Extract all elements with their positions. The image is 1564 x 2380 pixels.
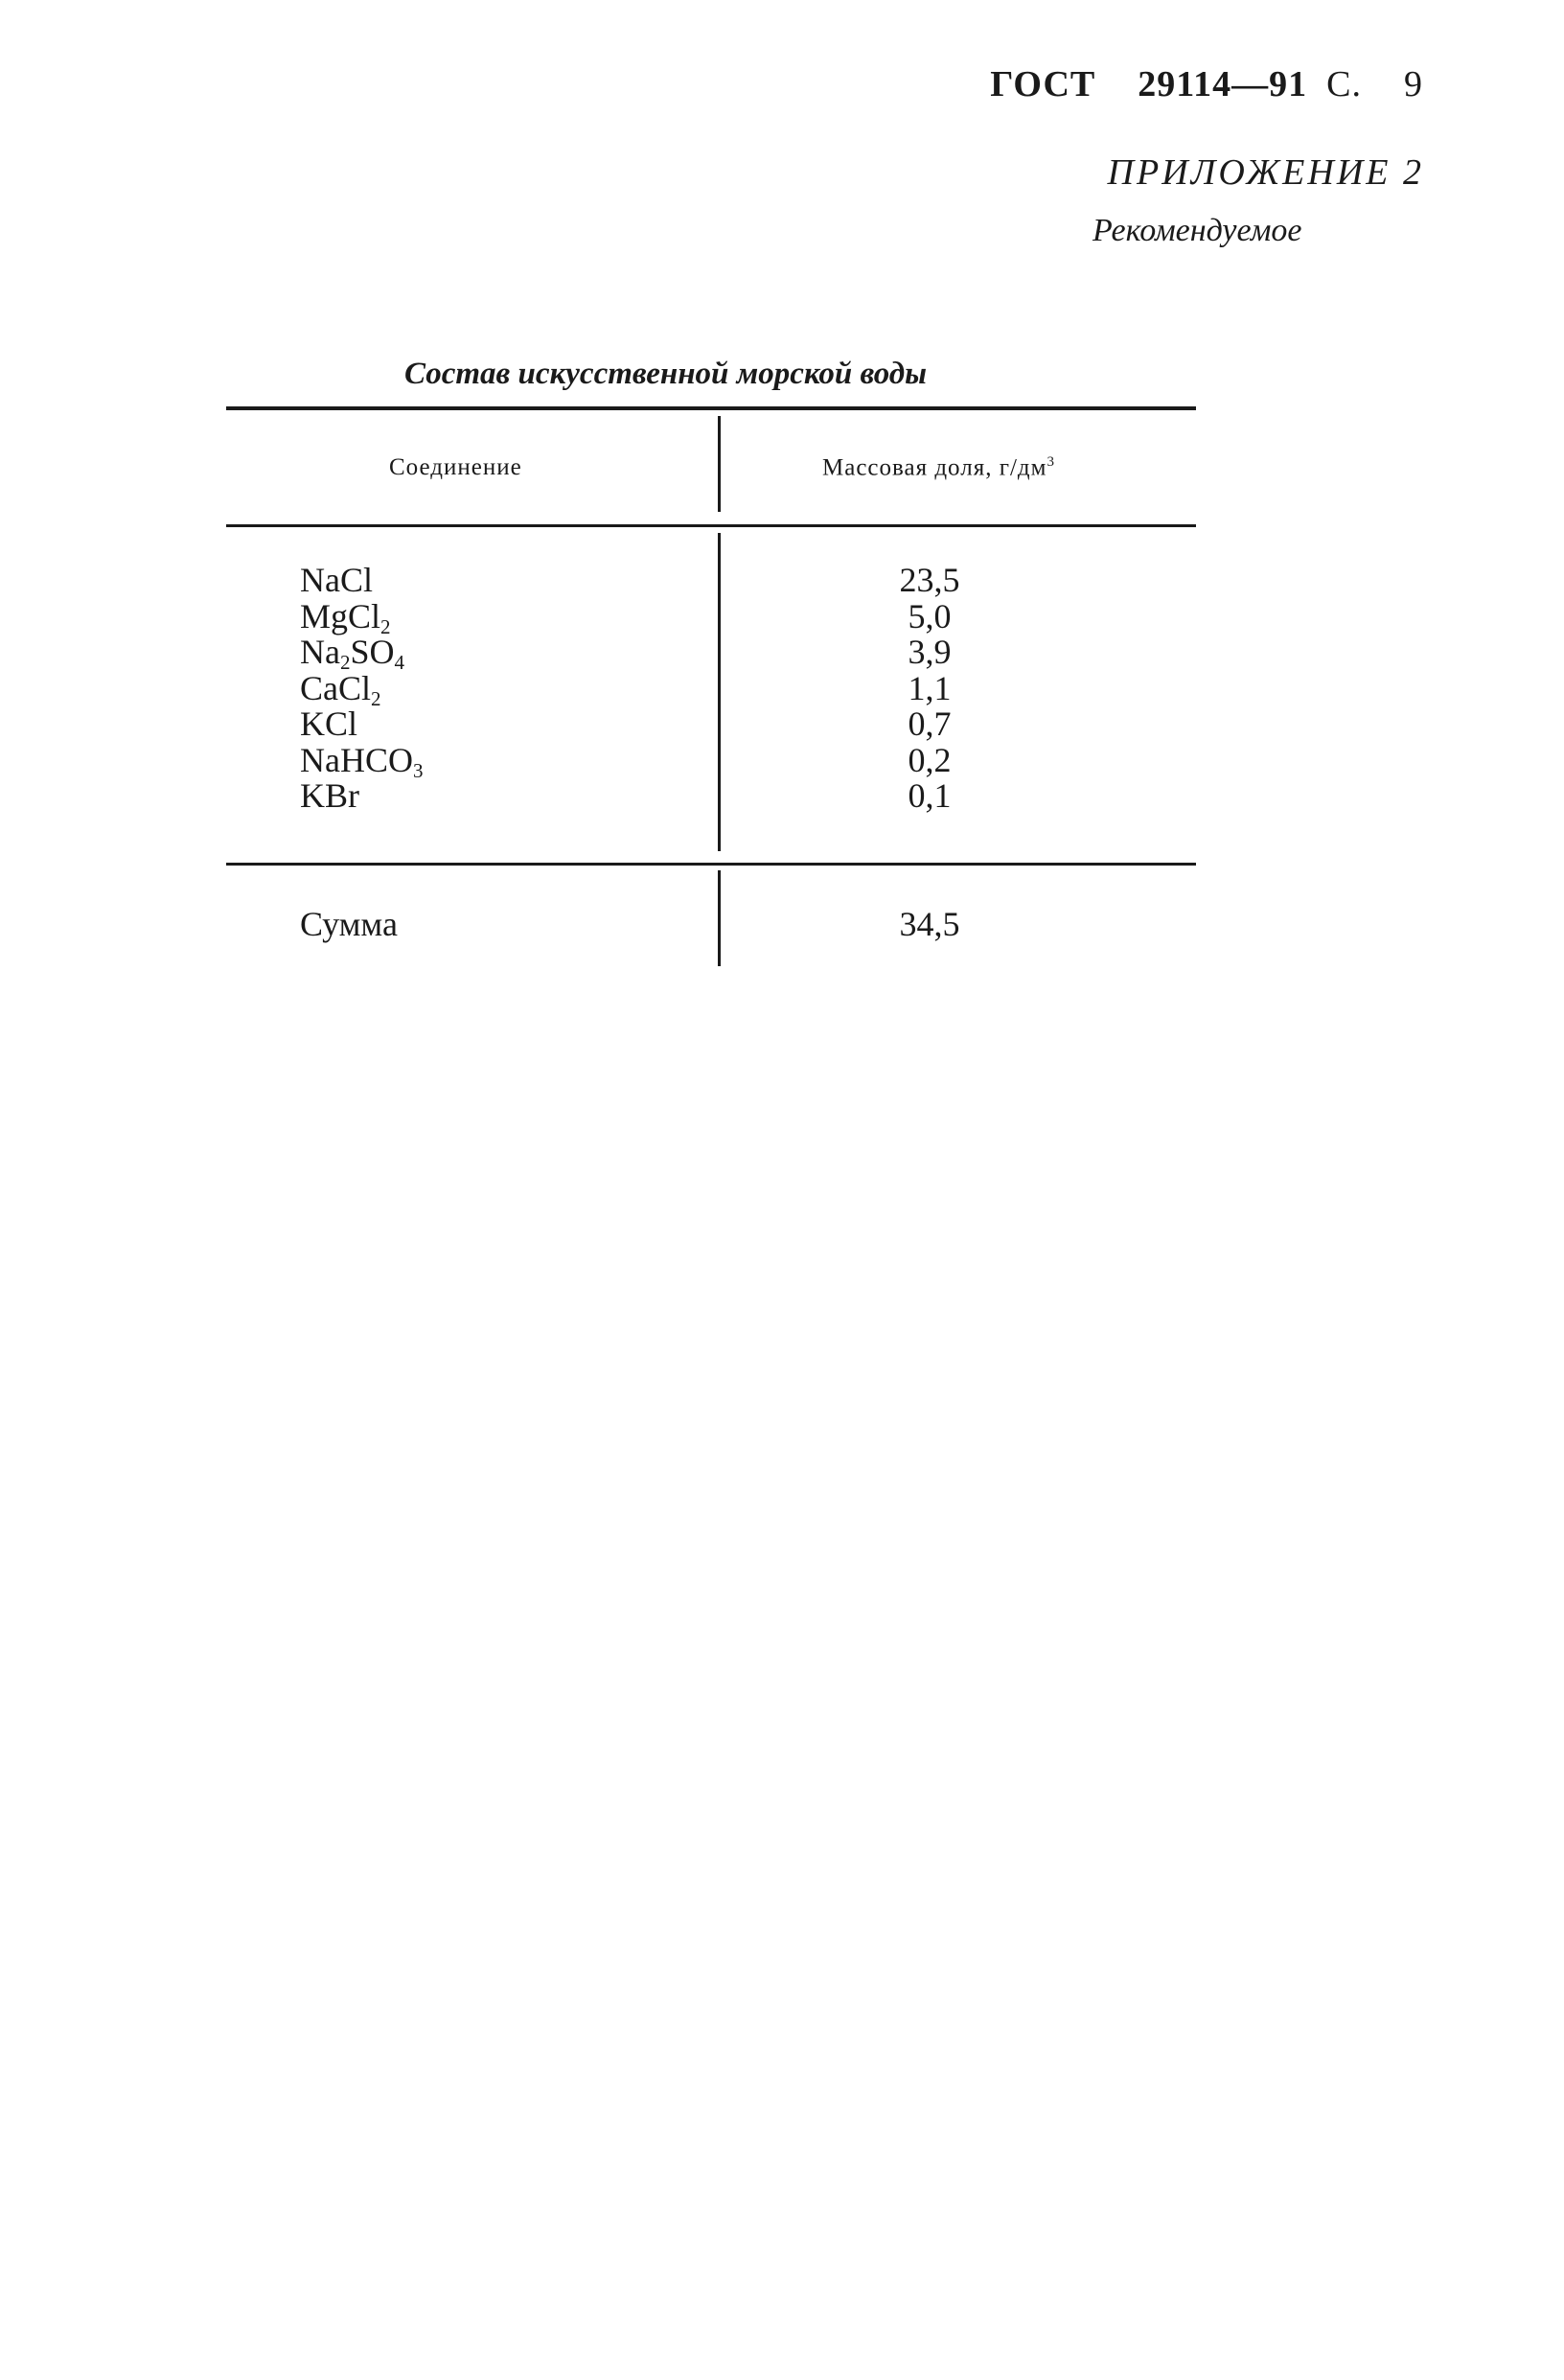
table-total-rule	[226, 863, 1196, 866]
column-header-mass-fraction-text: Массовая доля, г/дм	[822, 454, 1047, 481]
mass-fraction-cell: 3,9	[908, 633, 952, 671]
formula-subscript: 3	[412, 758, 424, 782]
column-header-mass-fraction	[822, 454, 1055, 481]
formula-text: KCl	[300, 705, 358, 743]
mass-fraction-cell: 0,7	[908, 705, 952, 743]
page-number: 9	[1404, 64, 1423, 104]
formula-subscript: 2	[380, 614, 391, 638]
mass-fraction-cell: 0,2	[908, 740, 952, 779]
column-divider	[718, 870, 721, 966]
compound-cell	[300, 668, 423, 710]
appendix-status: Рекомендуемое	[1092, 213, 1302, 248]
table-top-rule	[226, 406, 1196, 410]
standard-label: ГОСТ	[990, 64, 1096, 104]
compound-cell	[300, 633, 423, 674]
compound-column	[300, 563, 423, 815]
table-title: Состав искусственной морской воды	[404, 357, 928, 391]
compound-cell	[300, 778, 423, 815]
mass-fraction-cell: 5,0	[908, 596, 952, 635]
formula-text: CaCl	[300, 668, 372, 707]
column-header-unit-exponent: 3	[1046, 454, 1055, 470]
mass-fraction-cell: 0,1	[908, 776, 952, 815]
compound-cell	[300, 706, 423, 743]
mass-fraction-cell: 23,5	[899, 561, 960, 599]
column-divider	[718, 533, 721, 851]
appendix-title: ПРИЛОЖЕНИЕ 2	[1107, 152, 1424, 193]
mass-fraction-cell: 1,1	[908, 668, 952, 707]
compound-cell	[300, 740, 424, 782]
formula-text: NaHCO	[300, 740, 413, 779]
total-value: 34,5	[899, 905, 960, 943]
page-prefix: С.	[1326, 64, 1362, 104]
formula-text: SO	[350, 633, 395, 671]
column-divider	[718, 416, 721, 512]
total-label: Сумма	[300, 905, 398, 943]
document-header	[990, 63, 1423, 105]
standard-number: 29114—91	[1138, 64, 1308, 104]
formula-text: KBr	[300, 776, 359, 815]
formula-text: Na	[300, 633, 340, 671]
formula-subscript: 4	[394, 651, 405, 674]
formula-text: MgCl	[300, 596, 381, 635]
column-header-compound: Соединение	[389, 454, 522, 480]
table-header-rule	[226, 524, 1196, 527]
formula-text: NaCl	[300, 561, 373, 599]
formula-subscript: 2	[371, 686, 381, 710]
compound-cell	[300, 596, 423, 638]
value-column	[862, 563, 997, 815]
formula-subscript: 2	[339, 651, 351, 674]
compound-cell	[300, 563, 423, 599]
